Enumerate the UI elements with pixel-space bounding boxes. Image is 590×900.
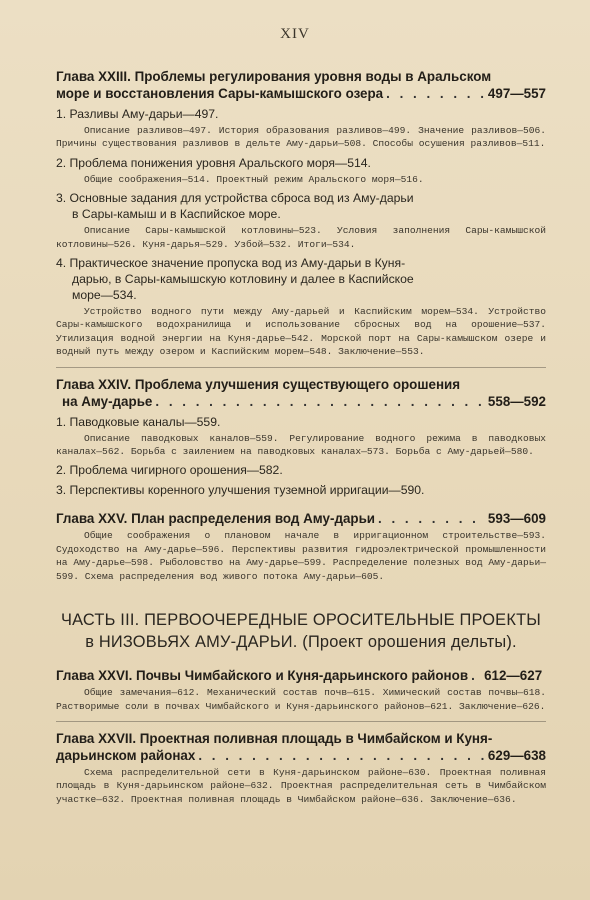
dot-leader — [471, 667, 481, 684]
ch23-section-3-title-a: 3. Основные задания для устройства сброса вод из Аму-дарьи — [56, 191, 414, 206]
chapter-27-title-line1: Глава XXVII. Проектная поливная площадь в Чимбайском и Куня- — [56, 730, 493, 746]
ch23-section-4-title-b: дарью, в Сары-камышскую котловину и далее в Каспийское — [72, 272, 414, 287]
chapter-27-title-line2: дарьинском районах — [56, 747, 196, 763]
ch24-section-1-desc: Описание паводковых каналов—559. Регулирование водного режима в паводковых каналах—562. Борьба с заилением на паводковых каналах—573. Борьба с Аму-дарьей—580. — [56, 432, 546, 458]
part-3-line2: в НИЗОВЬЯХ АМУ-ДАРЬИ. (Проект орошения дельты). — [85, 633, 517, 652]
chapter-23-title-line1: Глава XXIII. Проблемы регулирования уровня воды в Аральском — [56, 69, 492, 84]
page-number: XIV — [280, 26, 310, 42]
ch24-section-3-title: 3. Перспективы коренного улучшения туземной ирригации—590. — [56, 483, 425, 498]
ch23-section-1-title: 1. Разливы Аму-дарьи—497. — [56, 107, 219, 121]
ch23-section-1-desc: Описание разливов—497. История образования разливов—499. Значение разливов—506. Причины существования разливов в дельте Аму-дарьи—508. Способы осушения разливов—511. — [56, 125, 546, 150]
chapter-26-heading — [56, 667, 546, 684]
ch23-section-4-title — [56, 255, 546, 303]
dot-leader — [155, 393, 485, 410]
chapter-24-title-line1: Глава XXIV. Проблема улучшения существующего орошения — [56, 376, 461, 392]
ch23-section-4-title-a: 4. Практическое значение пропуска вод из Аму-дарьи в Куня- — [56, 256, 406, 271]
section-divider — [56, 721, 546, 722]
chapter-27-pages: 629—638 — [487, 747, 546, 763]
ch23-section-4-desc: Устройство водного пути между Аму-дарьей и Каспийским морем—534. Устройство Сары-камышского водохранилища и использование сбросных вод на орошение—537. Утилизация водной энергии на Куня-дарье—542. Морской порт на Сары-камышском озере и водный путь между озером и Каспийским морем—548. Заключение—553. — [56, 306, 546, 358]
ch24-section-1-title: 1. Паводковые каналы—559. — [56, 414, 221, 429]
chapter-27-heading — [56, 730, 546, 764]
dot-leader — [198, 747, 485, 764]
chapter-26-pages: 612—627 — [484, 668, 543, 684]
chapter-25-pages: 593—609 — [487, 511, 546, 527]
ch23-section-3-title-b: в Сары-камыш и в Каспийское море. — [72, 207, 281, 222]
chapter-25-title-line1: Глава XXV. План распределения вод Аму-дарьи — [56, 511, 376, 527]
dot-leader — [386, 85, 485, 102]
ch23-section-3-desc: Описание Сары-камышской котловины—523. Условия заполнения Сары-камышской котловины—526. Куня-дарья—529. Узбой—532. Итоги—534. — [56, 225, 546, 250]
chapter-25-heading — [56, 510, 546, 527]
ch23-section-4-title-c: море—534. — [72, 288, 137, 303]
table-of-contents — [56, 60, 546, 806]
chapter-26-title-line1: Глава XXVI. Почвы Чимбайского и Куня-дарьинского районов — [56, 668, 469, 684]
chapter-23-pages: 497—557 — [487, 86, 546, 101]
chapter-23-title-line2: море и восстановления Сары-камышского озера — [56, 86, 384, 101]
ch26-desc: Общие замечания—612. Механический состав почв—615. Химический состав почвы—618. Растворимые соли в почвах Чимбайского и Куня-дарьинского районов—621. Заключение—626. — [56, 687, 546, 712]
part-3-heading — [56, 609, 546, 653]
part-3-line1: ЧАСТЬ III. ПЕРВООЧЕРЕДНЫЕ ОРОСИТЕЛЬНЫЕ ПРОЕКТЫ — [61, 611, 541, 630]
dot-leader — [378, 510, 485, 527]
ch23-section-2-desc: Общие соображения—514. Проектный режим Аральского моря—516. — [84, 173, 424, 185]
ch23-section-2-title: 2. Проблема понижения уровня Аральского моря—514. — [56, 155, 371, 170]
ch24-section-2-title: 2. Проблема чигирного орошения—582. — [56, 463, 283, 478]
section-divider — [56, 367, 546, 368]
ch25-desc: Общие соображения о плановом начале в ирригационном строительстве—593. Судоходство на Аму-дарье—596. Перспективы развития гидроэлектрической промышленности на Аму-дарье—598. Рыболовство на Аму-дарье—599. Распределение полезных вод Аму-дарьи—599. Схема распределения вод живого потока Аму-дарьи—605. — [56, 530, 546, 582]
chapter-24-heading — [56, 376, 546, 410]
ch27-desc: Схема распределительной сети в Куня-дарьинском районе—630. Проектная поливная площадь в Куня-дарьинском районе—632. Проектная распределительная сеть в Чимбайском участке—632. Проектная поливная площадь в Чимбайском районе—636. Заключение—636. — [56, 766, 546, 805]
chapter-24-title-line2: на Аму-дарье — [62, 393, 153, 409]
chapter-23-heading — [56, 68, 546, 102]
chapter-24-pages: 558—592 — [487, 393, 546, 409]
ch23-section-3-title — [56, 190, 546, 222]
